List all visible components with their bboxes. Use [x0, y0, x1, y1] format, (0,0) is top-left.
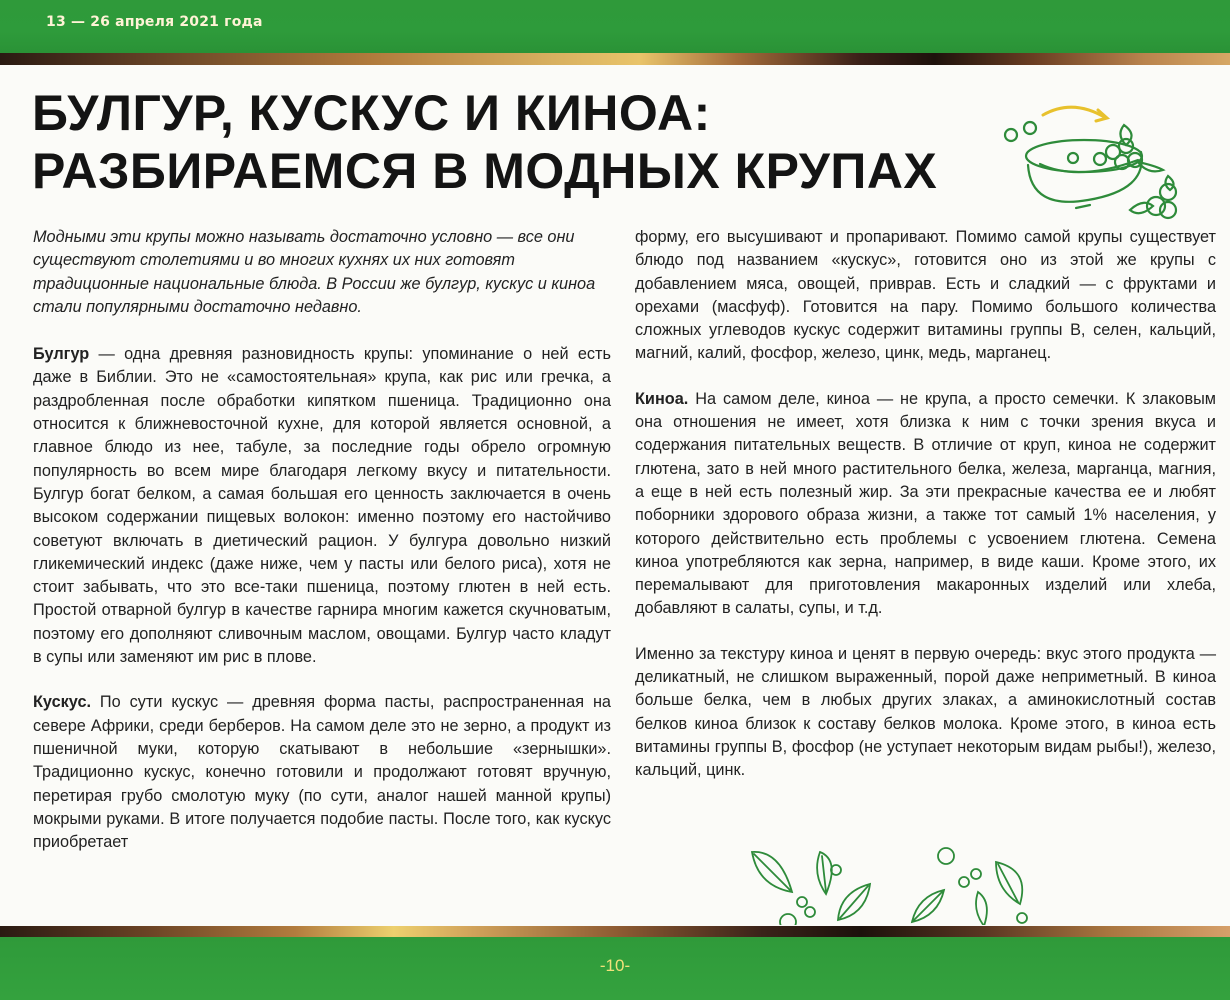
- title-line-2: РАЗБИРАЕМСЯ В МОДНЫХ КРУПАХ: [32, 143, 938, 199]
- section-quinoa: [635, 388, 1216, 621]
- quinoa-text: На самом деле, киноа — не крупа, а просто семечки. К злаковым она отношения не имеет, хотя близка к ним с точки зрения вкуса и содержания питательных веществ. В отличие от круп, киноа не содержит глютена, зато в ней много растительного белка, железа, марганца, магния, а еще в ней есть полезный жир. За эти прекрасные качества ее и любят поборники здорового образа жизни, а также тот самый 1% населения, у которого действительно есть проблемы с усвоением глютена. Семена киноа употребляются как зерна, например, в виде каши. Кроме этого, их перемалывают для приготовления макаронных изделий или хлеба, добавляют в салаты, супы, и т.д.: [635, 389, 1216, 618]
- term-couscous: Кускус.: [33, 693, 92, 712]
- term-quinoa: Киноа.: [635, 389, 689, 408]
- quinoa-texture: Именно за текстуру киноа и ценят в первую очередь: вкус этого продукта — деликатный, не слишком выраженный, порой даже неприметный. В киноа больше белка, чем в любых других злаках, а аминокислотный состав белков киноа близок к составу белков молока. Кроме этого, в киноа есть витамины группы В, фосфор (не уступает некоторым видам рыбы!), железо, кальций, цинк.: [635, 644, 1216, 780]
- column-right: [635, 226, 1216, 783]
- bulgur-text: — одна древняя разновидность крупы: упоминание о ней есть даже в Библии. Это не «самостоятельная» крупа, как рис или гречка, а раздробленная после обработки кипятком пшеница. Традиционно она относится к ближневосточной кухне, для которой является основной, а главное блюдо из нее, табуле, за последние годы обрело огромную популярность во всем мире благодаря легкому вкусу и питательности. Булгур богат белком, а самая большая его ценность заключается в очень высоком содержании пищевых волокон: именно поэтому его настойчиво советуют включать в диетический рацион. У булгура довольно низкий гликемический индекс (даже ниже, чем у пасты или белого риса), хотя не стоит забывать, что это все-таки пшеница, поэтому глютен в ней есть. Простой отварной булгур в качестве гарнира многим кажется скучноватым, поэтому его дополняют сливочным маслом, овощами. Булгур часто кладут в супы или заменяют им рис в плове.: [33, 345, 611, 667]
- section-bulgur: [33, 343, 611, 669]
- header-bar: [0, 0, 1230, 53]
- couscous-continued: форму, его высушивают и пропаривают. Помимо самой крупы существует блюдо под названием «кускус», готовится оно из этой же крупы с добавлением мяса, овощей, приврав. Есть и сладкий — с фруктами и орехами (масфуф). Готовится на пару. Помимо большого количества сложных углеводов кускус содержит витамины группы В, селен, кальций, магний, калий, фосфор, железо, цинк, медь, марганец.: [635, 228, 1216, 363]
- couscous-text: По сути кускус — древняя форма пасты, распространенная на севере Африки, среди берберов. На самом деле это не зерно, а продукт из пшеничной муки, которую скатывают в небольшие «зернышки». Традиционно кускус, конечно готовили и продолжают готовят вручную, перетирая грубо смолотую муку (по сути, аналог нашей манной крупы) мокрыми руками. В итоге получается подобие пасты. После того, как кускус приобретает: [33, 693, 611, 852]
- section-couscous: [33, 691, 611, 854]
- issue-date: 13 — 26 апреля 2021 года: [46, 14, 263, 30]
- article-lead: Модными эти крупы можно называть достаточно условно — все они существуют столетиями и во многих кухнях их них готовят традиционные национальные блюда. В России же булгур, кускус и киноа стали популярными достаточно недавно.: [33, 228, 596, 316]
- bowl-with-berries-icon: [978, 80, 1193, 230]
- title-line-1: БУЛГУР, КУСКУС И КИНОА:: [32, 85, 711, 141]
- leaves-and-berries-icon: [740, 840, 1040, 925]
- term-bulgur: Булгур: [33, 345, 90, 364]
- column-left: [33, 226, 611, 854]
- decorative-stripe-top: [0, 53, 1230, 65]
- article-title: [32, 84, 937, 200]
- page-number: -10-: [599, 956, 631, 975]
